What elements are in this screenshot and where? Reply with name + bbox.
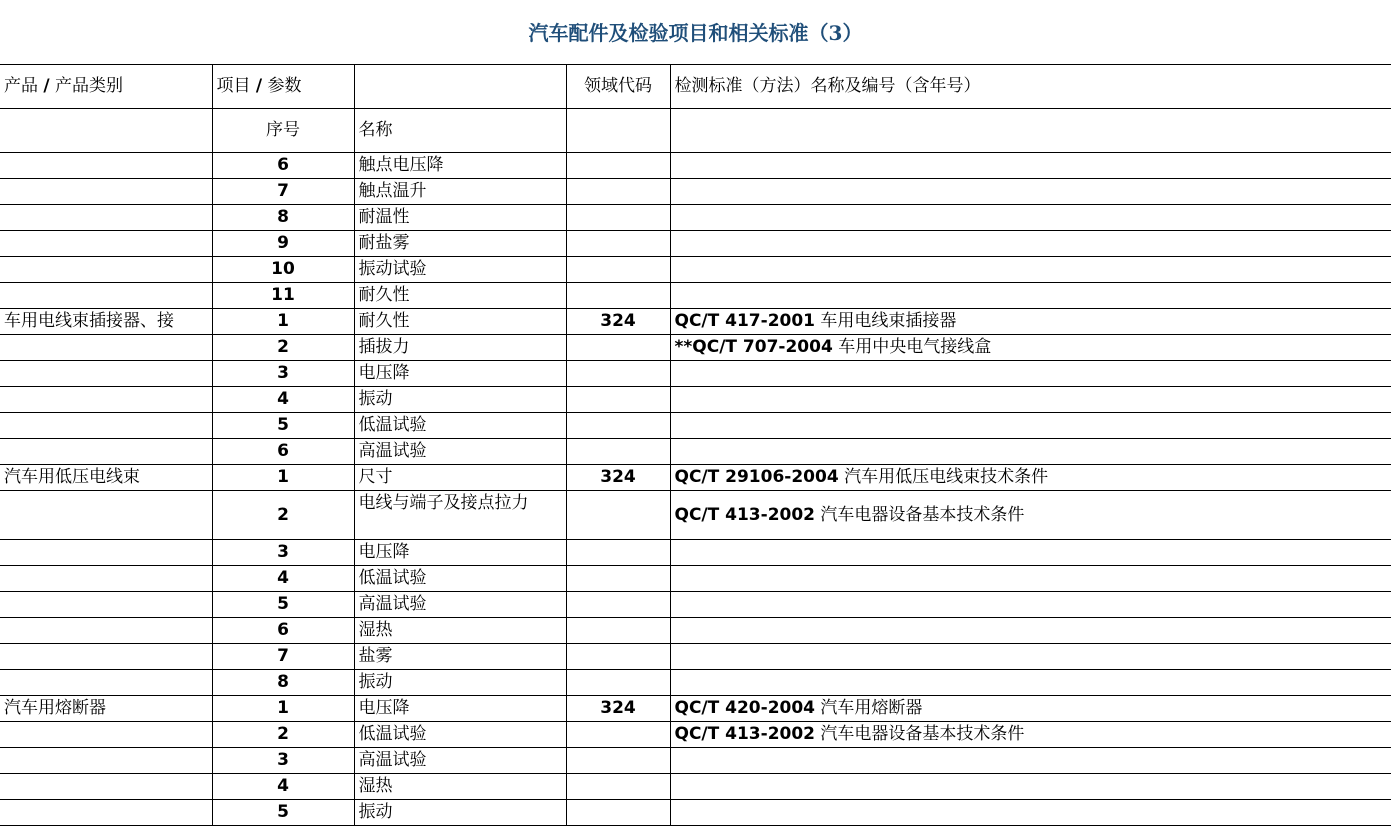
- item-name: 尺寸: [358, 467, 393, 487]
- standard-cell: [670, 361, 1391, 387]
- domain-code-cell: [566, 179, 670, 205]
- product-cell: [0, 670, 212, 696]
- standard-cell: [670, 696, 1391, 722]
- table-row: [0, 283, 1391, 309]
- item-name: 低温试验: [358, 724, 427, 744]
- seq-cell: 7: [212, 179, 354, 205]
- product-cell: [0, 387, 212, 413]
- seq-cell: 2: [212, 722, 354, 748]
- standard-code: QC/T 420-2004: [674, 698, 816, 718]
- domain-code-cell: [566, 722, 670, 748]
- subheader-empty-standard: [670, 109, 1391, 153]
- product-cell: [0, 491, 212, 540]
- domain-code-cell: [566, 618, 670, 644]
- item-name: 高温试验: [358, 750, 427, 770]
- item-name: 耐盐雾: [358, 233, 410, 253]
- seq-cell: 7: [212, 644, 354, 670]
- item-name: 湿热: [358, 620, 393, 640]
- table-row: [0, 800, 1391, 826]
- seq-cell: 2: [212, 491, 354, 540]
- table-row: [0, 774, 1391, 800]
- name-cell: [354, 257, 566, 283]
- seq-cell: 3: [212, 540, 354, 566]
- item-name: 振动: [358, 802, 393, 822]
- name-cell: [354, 413, 566, 439]
- product-cell: [0, 774, 212, 800]
- name-cell: [354, 179, 566, 205]
- product-cell: [0, 566, 212, 592]
- product-cell: 汽车用熔断器: [0, 696, 212, 722]
- product-cell: [0, 644, 212, 670]
- standard-name: 车用中央电气接线盒: [838, 337, 992, 357]
- domain-code-cell: [566, 231, 670, 257]
- name-cell: [354, 439, 566, 465]
- table-row: [0, 491, 1391, 540]
- name-cell: [354, 465, 566, 491]
- product-cell: [0, 722, 212, 748]
- standard-cell: [670, 231, 1391, 257]
- item-name: 电压降: [358, 363, 410, 383]
- table-header-row: [0, 65, 1391, 109]
- name-cell: [354, 491, 566, 540]
- seq-cell: 5: [212, 413, 354, 439]
- product-cell: [0, 153, 212, 179]
- name-cell: [354, 696, 566, 722]
- header-item-sep: /: [255, 76, 263, 96]
- subheader-seq: 序号: [212, 109, 354, 153]
- item-name: 耐温性: [358, 207, 410, 227]
- name-cell: [354, 309, 566, 335]
- product-cell: [0, 205, 212, 231]
- name-cell: [354, 205, 566, 231]
- domain-code-cell: [566, 283, 670, 309]
- product-cell: [0, 439, 212, 465]
- standard-cell: [670, 491, 1391, 540]
- item-name: 插拔力: [358, 337, 410, 357]
- domain-code-cell: [566, 748, 670, 774]
- header-item-label: 项目: [216, 76, 251, 96]
- subheader-empty-product: [0, 109, 212, 153]
- item-name: 振动: [358, 672, 393, 692]
- domain-code-cell: [566, 670, 670, 696]
- subheader-empty-code: [566, 109, 670, 153]
- seq-cell: 5: [212, 800, 354, 826]
- seq-cell: 4: [212, 566, 354, 592]
- header-product-sep: /: [43, 76, 50, 96]
- standard-cell: [670, 644, 1391, 670]
- table-row: [0, 670, 1391, 696]
- table-row: [0, 361, 1391, 387]
- product-cell: [0, 257, 212, 283]
- domain-code-cell: [566, 387, 670, 413]
- header-empty: [354, 65, 566, 109]
- name-cell: [354, 283, 566, 309]
- table-row: [0, 257, 1391, 283]
- standard-cell: [670, 774, 1391, 800]
- item-name: 高温试验: [358, 441, 427, 461]
- name-cell: [354, 618, 566, 644]
- table-row: [0, 465, 1391, 491]
- table-row: [0, 618, 1391, 644]
- table-subheader-row: [0, 109, 1391, 153]
- domain-code-cell: 324: [566, 465, 670, 491]
- standard-code: QC/T 413-2002: [674, 724, 816, 744]
- table-row: [0, 231, 1391, 257]
- standard-cell: [670, 413, 1391, 439]
- domain-code-cell: [566, 644, 670, 670]
- name-cell: [354, 540, 566, 566]
- product-cell: [0, 618, 212, 644]
- table-row: [0, 592, 1391, 618]
- subheader-name: 名称: [354, 109, 566, 153]
- standard-cell: [670, 283, 1391, 309]
- standard-code: QC/T 413-2002: [674, 504, 816, 525]
- item-name: 振动试验: [358, 259, 427, 279]
- standard-cell: [670, 309, 1391, 335]
- domain-code-cell: [566, 361, 670, 387]
- seq-cell: 3: [212, 361, 354, 387]
- table-row: [0, 309, 1391, 335]
- standard-name: 汽车用低压电线束技术条件: [844, 467, 1049, 487]
- domain-code-cell: [566, 491, 670, 540]
- product-cell: [0, 179, 212, 205]
- standard-cell: [670, 592, 1391, 618]
- standard-cell: [670, 439, 1391, 465]
- standard-cell: [670, 566, 1391, 592]
- item-name: 湿热: [358, 776, 393, 796]
- seq-cell: 3: [212, 748, 354, 774]
- table-row: [0, 722, 1391, 748]
- table-row: [0, 540, 1391, 566]
- header-product: [0, 65, 212, 109]
- seq-cell: 9: [212, 231, 354, 257]
- table-row: [0, 153, 1391, 179]
- seq-cell: 1: [212, 465, 354, 491]
- name-cell: [354, 592, 566, 618]
- standard-cell: [670, 722, 1391, 748]
- header-param-label: 参数: [267, 76, 302, 96]
- item-name: 低温试验: [358, 568, 427, 588]
- standard-cell: [670, 179, 1391, 205]
- table-row: [0, 179, 1391, 205]
- table-row: [0, 439, 1391, 465]
- domain-code-cell: [566, 439, 670, 465]
- name-cell: [354, 566, 566, 592]
- header-product-category-label: 产品类别: [55, 76, 124, 96]
- seq-cell: 1: [212, 309, 354, 335]
- name-cell: [354, 153, 566, 179]
- table-row: [0, 335, 1391, 361]
- item-name: 触点温升: [358, 181, 427, 201]
- product-cell: [0, 592, 212, 618]
- domain-code-cell: [566, 566, 670, 592]
- table-row: [0, 748, 1391, 774]
- product-cell: [0, 413, 212, 439]
- standard-name: 车用电线束插接器: [820, 311, 957, 331]
- name-cell: [354, 335, 566, 361]
- standard-cell: [670, 257, 1391, 283]
- seq-cell: 4: [212, 774, 354, 800]
- table-row: [0, 566, 1391, 592]
- domain-code-cell: [566, 335, 670, 361]
- header-product-label: 产品: [4, 76, 38, 96]
- seq-cell: 4: [212, 387, 354, 413]
- standard-cell: [670, 800, 1391, 826]
- standard-cell: [670, 670, 1391, 696]
- product-cell: [0, 231, 212, 257]
- product-cell: [0, 361, 212, 387]
- seq-cell: 6: [212, 618, 354, 644]
- standard-cell: [670, 618, 1391, 644]
- standard-code: QC/T 29106-2004: [674, 467, 839, 487]
- domain-code-cell: [566, 800, 670, 826]
- item-name: 耐久性: [358, 285, 410, 305]
- domain-code-cell: [566, 540, 670, 566]
- table-row: [0, 644, 1391, 670]
- name-cell: [354, 748, 566, 774]
- seq-cell: 1: [212, 696, 354, 722]
- seq-cell: 2: [212, 335, 354, 361]
- product-cell: [0, 283, 212, 309]
- name-cell: [354, 387, 566, 413]
- product-cell: [0, 540, 212, 566]
- item-name: 低温试验: [358, 415, 427, 435]
- header-domain-code: 领域代码: [566, 65, 670, 109]
- standard-cell: [670, 153, 1391, 179]
- standard-code: QC/T 417-2001: [674, 311, 816, 331]
- table-row: [0, 413, 1391, 439]
- domain-code-cell: [566, 413, 670, 439]
- name-cell: [354, 800, 566, 826]
- standard-code: **QC/T 707-2004: [674, 337, 833, 357]
- seq-cell: 6: [212, 439, 354, 465]
- item-name: 电线与端子及接点拉力: [358, 493, 529, 513]
- product-cell: [0, 748, 212, 774]
- item-name: 触点电压降: [358, 155, 444, 175]
- domain-code-cell: [566, 257, 670, 283]
- standard-cell: [670, 205, 1391, 231]
- seq-cell: 11: [212, 283, 354, 309]
- standards-table: [0, 64, 1391, 826]
- product-cell: 汽车用低压电线束: [0, 465, 212, 491]
- domain-code-cell: 324: [566, 309, 670, 335]
- item-name: 高温试验: [358, 594, 427, 614]
- header-standard: 检测标准（方法）名称及编号（含年号）: [670, 65, 1391, 109]
- name-cell: [354, 722, 566, 748]
- seq-cell: 8: [212, 205, 354, 231]
- table-row: [0, 696, 1391, 722]
- standard-cell: [670, 748, 1391, 774]
- header-item: [212, 65, 354, 109]
- domain-code-cell: [566, 774, 670, 800]
- seq-cell: 6: [212, 153, 354, 179]
- seq-cell: 8: [212, 670, 354, 696]
- domain-code-cell: 324: [566, 696, 670, 722]
- item-name: 耐久性: [358, 311, 410, 331]
- item-name: 振动: [358, 389, 393, 409]
- standard-cell: [670, 540, 1391, 566]
- table-row: [0, 387, 1391, 413]
- standard-name: 汽车电器设备基本技术条件: [820, 724, 1025, 744]
- item-name: 电压降: [358, 542, 410, 562]
- standard-name: 汽车用熔断器: [820, 698, 923, 718]
- domain-code-cell: [566, 592, 670, 618]
- standard-cell: [670, 335, 1391, 361]
- standard-cell: [670, 387, 1391, 413]
- name-cell: [354, 644, 566, 670]
- seq-cell: 5: [212, 592, 354, 618]
- item-name: 电压降: [358, 698, 410, 718]
- item-name: 盐雾: [358, 646, 393, 666]
- name-cell: [354, 231, 566, 257]
- domain-code-cell: [566, 153, 670, 179]
- standard-cell: [670, 465, 1391, 491]
- standard-name: 汽车电器设备基本技术条件: [820, 504, 1025, 525]
- page-title: 汽车配件及检验项目和相关标准（3）: [528, 21, 863, 45]
- name-cell: [354, 670, 566, 696]
- product-cell: [0, 800, 212, 826]
- seq-cell: 10: [212, 257, 354, 283]
- product-cell: [0, 335, 212, 361]
- product-cell: 车用电线束插接器、接: [0, 309, 212, 335]
- name-cell: [354, 361, 566, 387]
- name-cell: [354, 774, 566, 800]
- domain-code-cell: [566, 205, 670, 231]
- table-row: [0, 205, 1391, 231]
